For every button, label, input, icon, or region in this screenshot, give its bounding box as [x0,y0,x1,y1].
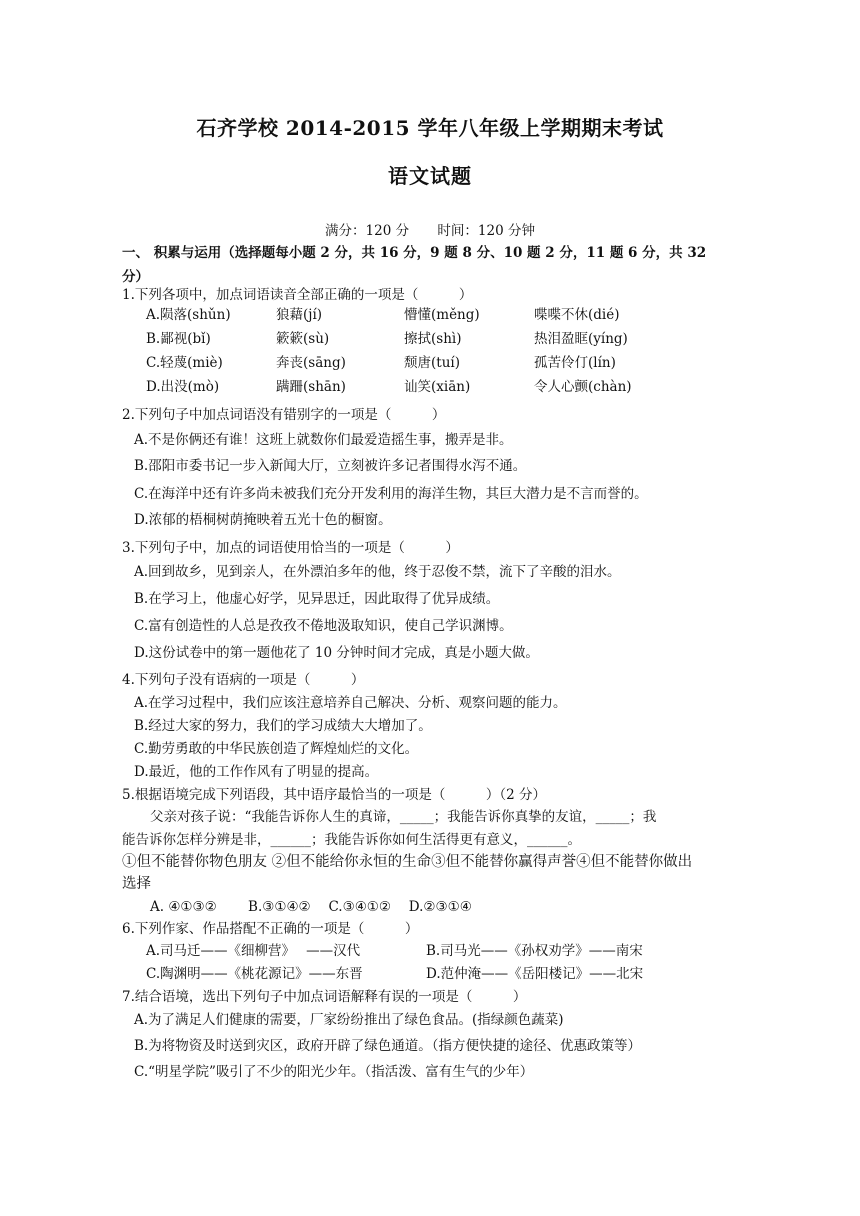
q1-stem: 1.下列各项中，加点词语读音全部正确的一项是（ ） [122,287,473,303]
q5-sentences-cont: 选择 [122,876,151,892]
q4-option-b: B.经过大家的努力，我们的学习成绩大大增加了。 [134,718,432,734]
q1-option-d-word: 讪笑(xiān) [404,379,471,395]
q2-option-a: A.不是你俩还有谁！这班上就数你们最爱造摇生事，搬弄是非。 [134,432,513,448]
q1-option-b: B.鄙视(bǐ) [146,331,211,347]
q3-option-d: D.这份试卷中的第一题他花了 10 分钟时间才完成，真是小题大做。 [134,645,539,661]
q4-option-a: A.在学习过程中，我们应该注意培养自己解决、分析、观察问题的能力。 [134,695,567,711]
q4-option-d: D.最近，他的工作作风有了明显的提高。 [134,764,379,780]
q2-stem: 2.下列句子中加点词语没有错别字的一项是（ ） [122,407,446,423]
q2-option-d: D.浓郁的梧桐树荫掩映着五光十色的橱窗。 [134,512,392,528]
q1-option-a-word: 懵懂(měng) [404,307,480,323]
q5-passage-cont: 能告诉你怎样分辨是非，______；我能告诉你如何生活得更有意义，______。 [122,832,581,848]
q2-option-c: C.在海洋中还有许多尚未被我们充分开发利用的海洋生物，其巨大潜力是不言而誉的。 [134,486,648,502]
full-score: 满分：120 分 [325,223,410,239]
exam-title: 石齐学校 2014-2015 学年八年级上学期期末考试 [196,116,664,140]
score-time-line [0,219,860,239]
section-heading: 一、 积累与运用（选择题每小题 2 分，共 16 分，9 题 8 分、10 题 2 分，11 题 6 分，共 32 [122,245,707,261]
q7-option-c: C.“明星学院”吸引了不少的阳光少年。（指活泼、富有生气的少年） [134,1064,534,1080]
q4-stem: 4.下列句子没有语病的一项是（ ） [122,672,365,688]
q1-option-d-word: 蹒跚(shān) [276,379,346,395]
q3-option-a: A.回到故乡，见到亲人，在外漂泊多年的他，终于忍俊不禁，流下了辛酸的泪水。 [134,564,621,580]
q5-choices: A. ④①③② B.③①④② C.③④①② D.②③①④ [150,899,472,915]
q3-option-c: C.富有创造性的人总是孜孜不倦地汲取知识，使自己学识渊博。 [134,618,513,634]
exam-subtitle: 语文试题 [388,164,472,188]
q5-passage: 父亲对孩子说：“我能告诉你人生的真谛，_____；我能告诉你真挚的友谊，_____；我 [150,809,657,825]
q1-option-a: A.陨落(shǔn) [146,307,231,323]
section-heading-cont: 分） [122,269,149,285]
q1-option-b-word: 擦拭(shì) [404,331,462,347]
q6-stem: 6.下列作家、作品搭配不正确的一项是（ ） [122,921,419,937]
q6-option-c: C.陶渊明——《桃花源记》——东晋 [146,966,363,982]
q1-option-c: C.轻蔑(miè) [146,355,223,371]
q1-option-c-word: 孤苦伶仃(lín) [534,355,616,371]
q1-option-d: D.出没(mò) [146,379,220,395]
q7-option-b: B.为将物资及时送到灾区，政府开辟了绿色通道。（指方便快捷的途径、优惠政策等） [134,1038,641,1054]
q6-option-b: B.司马光——《孙权劝学》——南宋 [426,943,643,959]
q6-option-a: A.司马迁——《细柳营》 ——汉代 [146,943,361,959]
q1-option-b-word: 热泪盈眶(yíng) [534,331,628,347]
q1-option-c-word: 颓唐(tuí) [404,355,460,371]
q7-stem: 7.结合语境，选出下列句子中加点词语解释有误的一项是（ ） [122,989,527,1005]
q3-option-b: B.在学习上，他虚心好学，见异思迁，因此取得了优异成绩。 [134,591,500,607]
q7-option-a: A.为了满足人们健康的需要，厂家纷纷推出了绿色食品。(指绿颜色蔬菜) [134,1012,564,1028]
q1-option-a-word: 狼藉(jí) [276,307,323,323]
q5-stem: 5.根据语境完成下列语段，其中语序最恰当的一项是（ ）（2 分） [122,787,547,803]
q5-sentences: ①但不能替你物色朋友 ②但不能给你永恒的生命③但不能替你赢得声誉④但不能替你做出 [122,854,693,870]
q1-option-a-word: 喋喋不休(dié) [534,307,620,323]
q4-option-c: C.勤劳勇敢的中华民族创造了辉煌灿烂的文化。 [134,741,419,757]
time-limit: 时间：120 分钟 [437,223,535,239]
q1-option-d-word: 令人心颤(chàn) [534,379,632,395]
q6-option-d: D.范仲淹——《岳阳楼记》——北宋 [426,966,644,982]
q3-stem: 3.下列句子中，加点的词语使用恰当的一项是（ ） [122,540,459,556]
q2-option-b: B.邵阳市委书记一步入新闻大厅，立刻被许多记者围得水泻不通。 [134,458,527,474]
q1-option-b-word: 簌簌(sù) [276,331,330,347]
q1-option-c-word: 奔丧(sāng) [276,355,346,371]
